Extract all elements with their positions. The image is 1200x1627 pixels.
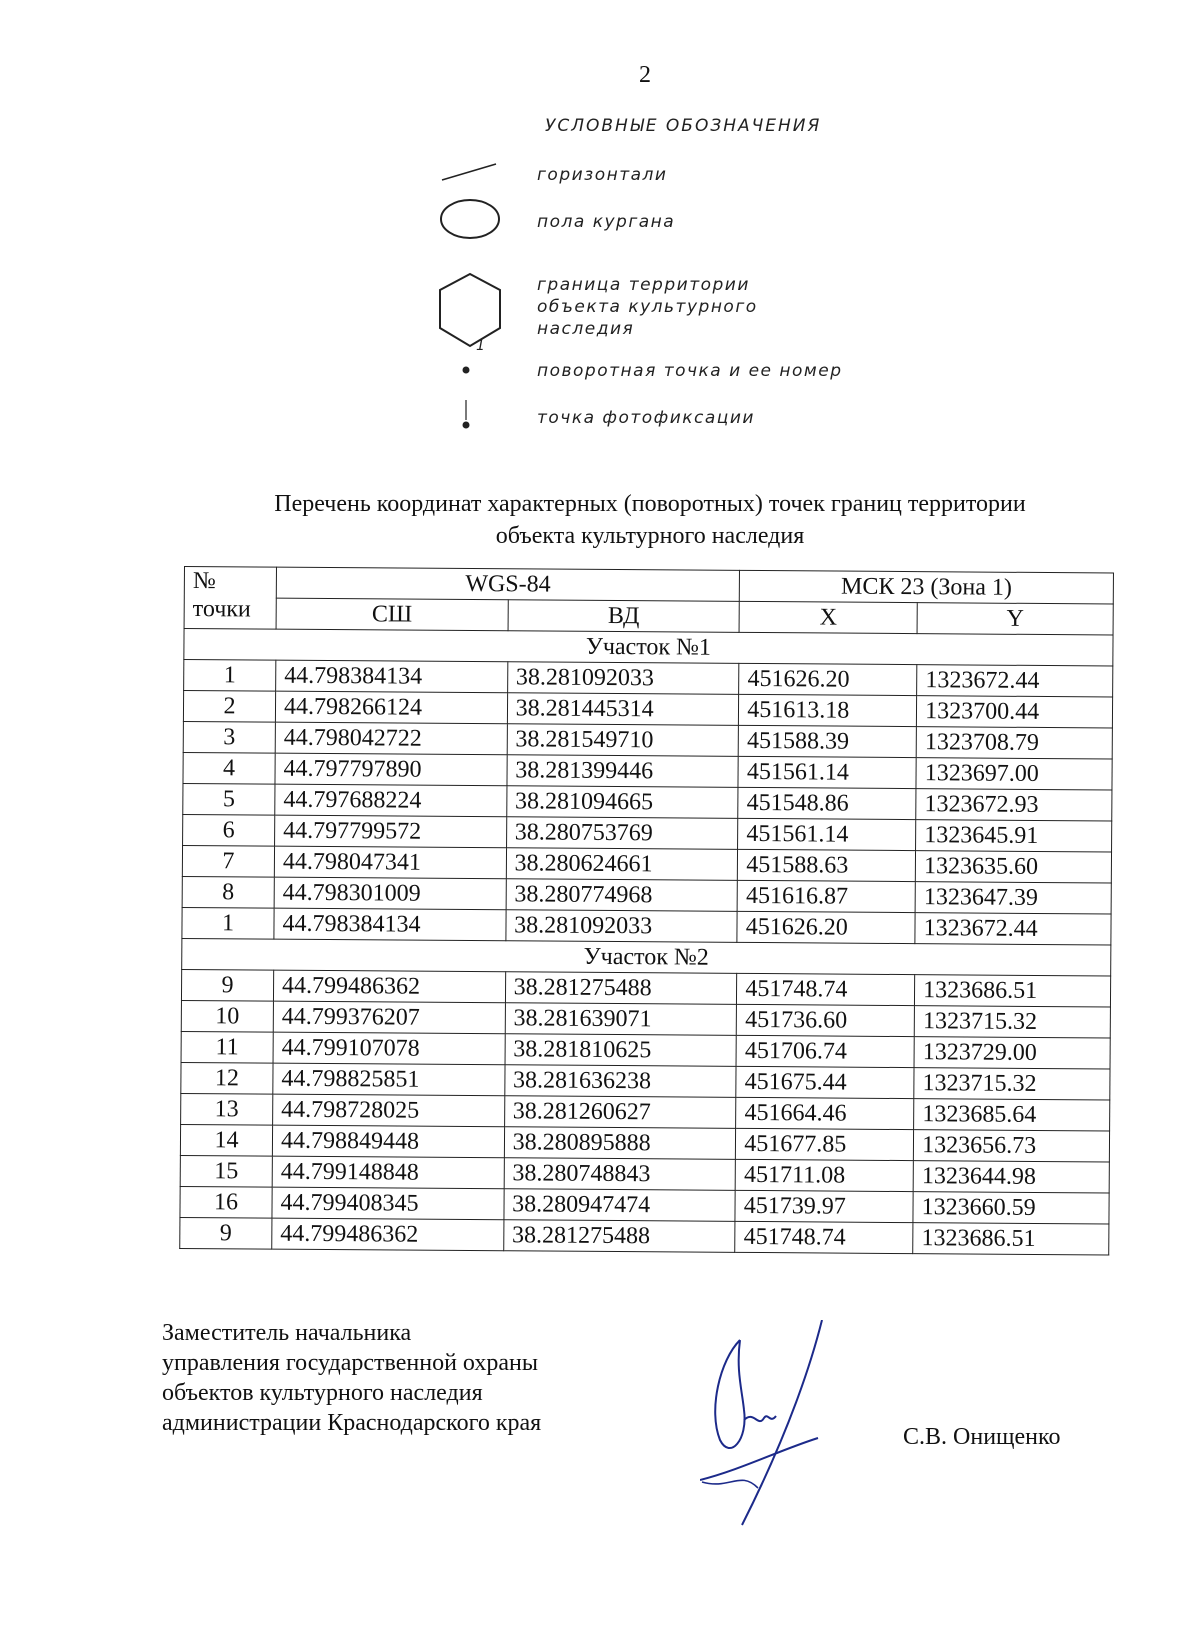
x-cell: 451588.63 xyxy=(738,849,916,881)
point-number-cell: 3 xyxy=(183,721,275,753)
latitude-cell: 44.799148848 xyxy=(272,1156,504,1189)
latitude-cell: 44.798384134 xyxy=(276,660,508,693)
legend-label-territory-boundary: граница территории объекта культурного наследия xyxy=(537,275,758,339)
point-number-cell: 11 xyxy=(181,1031,273,1063)
header-longitude: ВД xyxy=(508,600,740,633)
y-cell: 1323686.51 xyxy=(915,975,1111,1007)
latitude-cell: 44.799376207 xyxy=(273,1001,505,1034)
point-number-cell: 10 xyxy=(181,1000,273,1032)
y-cell: 1323660.59 xyxy=(913,1192,1109,1224)
point-number-cell: 1 xyxy=(184,660,276,692)
y-cell: 1323729.00 xyxy=(914,1037,1110,1069)
coordinates-table xyxy=(179,566,1114,1255)
mound-floor-ellipse-icon xyxy=(435,196,505,242)
longitude-cell: 38.281549710 xyxy=(507,724,739,757)
x-cell: 451711.08 xyxy=(735,1159,913,1191)
header-point-number xyxy=(184,567,276,630)
header-x: X xyxy=(739,601,917,633)
x-cell: 451739.97 xyxy=(735,1190,913,1222)
y-cell: 1323645.91 xyxy=(916,820,1112,852)
point-number-cell: 14 xyxy=(180,1124,272,1156)
y-cell: 1323697.00 xyxy=(916,758,1112,790)
legend-label-mound-floor: пола кургана xyxy=(537,212,676,232)
point-number-cell: 8 xyxy=(182,876,274,908)
point-number-cell: 1 xyxy=(182,907,274,939)
legend-label-contours: горизонтали xyxy=(537,165,668,185)
y-cell: 1323686.51 xyxy=(913,1223,1109,1255)
territory-boundary-hexagon-icon xyxy=(432,270,508,350)
longitude-cell: 38.281636238 xyxy=(504,1065,736,1098)
table-row xyxy=(180,1217,1109,1254)
header-latitude: СШ xyxy=(276,598,508,631)
handwritten-signature xyxy=(700,1320,860,1530)
longitude-cell: 38.281094665 xyxy=(506,786,738,819)
point-number-cell: 13 xyxy=(181,1093,273,1125)
signer-name: С.В. Онищенко xyxy=(903,1424,1061,1450)
table-heading-line1: Перечень координат характерных (поворотных) точек границ территории xyxy=(274,491,1026,517)
y-cell: 1323700.44 xyxy=(917,696,1113,728)
x-cell: 451677.85 xyxy=(736,1128,914,1160)
longitude-cell: 38.280753769 xyxy=(506,817,738,850)
signatory-position xyxy=(162,1318,541,1438)
x-cell: 451561.14 xyxy=(738,756,916,788)
longitude-cell: 38.280624661 xyxy=(506,848,738,881)
x-cell: 451736.60 xyxy=(737,1004,915,1036)
latitude-cell: 44.798047341 xyxy=(274,846,506,879)
legend-title: УСЛОВНЫЕ ОБОЗНАЧЕНИЯ xyxy=(545,116,822,136)
latitude-cell: 44.798849448 xyxy=(272,1125,504,1158)
table-body xyxy=(180,629,1113,1255)
x-cell: 451748.74 xyxy=(735,1221,913,1253)
header-point-number-symbol: № xyxy=(192,568,216,595)
section-title: Участок №2 xyxy=(182,938,1111,975)
latitude-cell: 44.797797890 xyxy=(275,753,507,786)
point-number-cell: 9 xyxy=(181,969,273,1001)
page-number: 2 xyxy=(639,62,651,88)
y-cell: 1323635.60 xyxy=(915,851,1111,883)
latitude-cell: 44.798728025 xyxy=(273,1094,505,1127)
longitude-cell: 38.281092033 xyxy=(507,662,739,695)
latitude-cell: 44.798384134 xyxy=(274,908,506,941)
y-cell: 1323644.98 xyxy=(913,1161,1109,1193)
x-cell: 451706.74 xyxy=(736,1035,914,1067)
latitude-cell: 44.799408345 xyxy=(272,1187,504,1220)
y-cell: 1323672.93 xyxy=(916,789,1112,821)
point-number-cell: 16 xyxy=(180,1186,272,1218)
y-cell: 1323656.73 xyxy=(914,1130,1110,1162)
x-cell: 451664.46 xyxy=(736,1097,914,1129)
longitude-cell: 38.281275488 xyxy=(505,972,737,1005)
header-wgs84: WGS-84 xyxy=(276,567,740,601)
legend-label-turning-point: поворотная точка и ее номер xyxy=(537,361,843,381)
point-number-cell: 5 xyxy=(183,783,275,815)
photo-point-icon xyxy=(460,398,472,432)
longitude-cell: 38.281275488 xyxy=(503,1220,735,1253)
point-number-cell: 6 xyxy=(183,814,275,846)
x-cell: 451675.44 xyxy=(736,1066,914,1098)
x-cell: 451613.18 xyxy=(739,694,917,726)
longitude-cell: 38.281639071 xyxy=(505,1003,737,1036)
latitude-cell: 44.798042722 xyxy=(275,722,507,755)
header-point-number-word: точки xyxy=(192,596,251,623)
y-cell: 1323685.64 xyxy=(914,1099,1110,1131)
point-number-cell: 2 xyxy=(183,691,275,723)
section-title: Участок №1 xyxy=(184,629,1113,666)
y-cell: 1323715.32 xyxy=(914,1068,1110,1100)
longitude-cell: 38.280947474 xyxy=(504,1189,736,1222)
longitude-cell: 38.281092033 xyxy=(506,910,738,943)
latitude-cell: 44.799486362 xyxy=(273,970,505,1003)
signatory-position-line: объектов культурного наследия xyxy=(162,1380,483,1406)
point-number-cell: 4 xyxy=(183,752,275,784)
latitude-cell: 44.797799572 xyxy=(275,815,507,848)
latitude-cell: 44.797688224 xyxy=(275,784,507,817)
y-cell: 1323708.79 xyxy=(916,727,1112,759)
x-cell: 451588.39 xyxy=(738,725,916,757)
x-cell: 451748.74 xyxy=(737,973,915,1005)
x-cell: 451626.20 xyxy=(737,911,915,943)
longitude-cell: 38.280895888 xyxy=(504,1127,736,1160)
table-heading-line2: объекта культурного наследия xyxy=(495,523,805,549)
longitude-cell: 38.280774968 xyxy=(506,879,738,912)
signatory-position-line: администрации Краснодарского края xyxy=(162,1410,542,1436)
legend-label-photo-point: точка фотофиксации xyxy=(537,408,755,428)
longitude-cell: 38.280748843 xyxy=(504,1158,736,1191)
header-y: Y xyxy=(917,603,1113,635)
longitude-cell: 38.281445314 xyxy=(507,693,739,726)
latitude-cell: 44.798301009 xyxy=(274,877,506,910)
signatory-position-line: управления государственной охраны xyxy=(162,1350,538,1376)
y-cell: 1323715.32 xyxy=(914,1006,1110,1038)
table-heading xyxy=(150,488,1150,552)
longitude-cell: 38.281260627 xyxy=(504,1096,736,1129)
latitude-cell: 44.798266124 xyxy=(275,691,507,724)
x-cell: 451616.87 xyxy=(737,880,915,912)
x-cell: 451561.14 xyxy=(738,818,916,850)
point-number-cell: 9 xyxy=(180,1217,272,1249)
y-cell: 1323647.39 xyxy=(915,882,1111,914)
turning-point-icon xyxy=(460,364,472,376)
x-cell: 451626.20 xyxy=(739,663,917,695)
header-msk23: МСК 23 (Зона 1) xyxy=(740,570,1114,604)
y-cell: 1323672.44 xyxy=(915,913,1111,945)
longitude-cell: 38.281399446 xyxy=(507,755,739,788)
signatory-position-line: Заместитель начальника xyxy=(162,1320,412,1346)
point-number-cell: 12 xyxy=(181,1062,273,1094)
y-cell: 1323672.44 xyxy=(917,665,1113,697)
longitude-cell: 38.281810625 xyxy=(505,1034,737,1067)
latitude-cell: 44.798825851 xyxy=(273,1063,505,1096)
legend xyxy=(0,0,1200,460)
turning-point-number: 1 xyxy=(476,338,487,354)
latitude-cell: 44.799107078 xyxy=(273,1032,505,1065)
latitude-cell: 44.799486362 xyxy=(272,1218,504,1251)
x-cell: 451548.86 xyxy=(738,787,916,819)
point-number-cell: 7 xyxy=(182,845,274,877)
contour-line-icon xyxy=(440,160,500,184)
point-number-cell: 15 xyxy=(180,1155,272,1187)
